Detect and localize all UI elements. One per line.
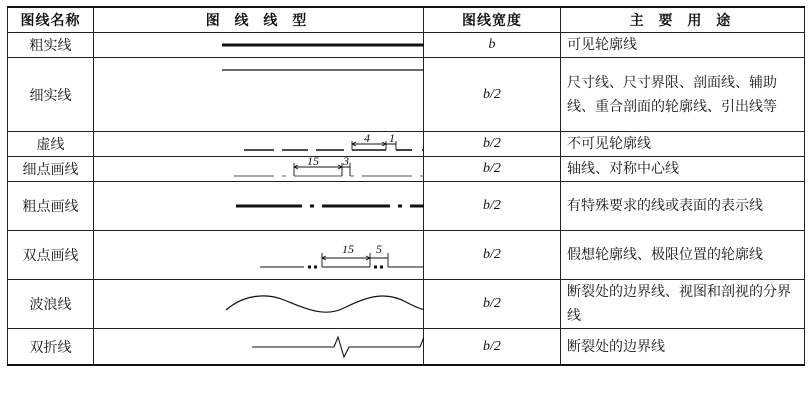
row-pattern xyxy=(94,329,424,366)
row-name: 细点画线 xyxy=(8,157,94,182)
row-pattern xyxy=(94,33,424,58)
row-usage: 断裂处的边界线、视图和剖视的分界线 xyxy=(561,280,805,329)
row-usage: 断裂处的边界线 xyxy=(561,329,805,366)
wavy-line-icon xyxy=(94,280,424,328)
row-usage: 尺寸线、尺寸界限、剖面线、辅助线、重合剖面的轮廓线、引出线等 xyxy=(561,58,805,132)
zigzag-break-line-icon xyxy=(94,329,424,364)
table-row xyxy=(8,231,805,280)
row-pattern xyxy=(94,182,424,231)
row-width: b/2 xyxy=(424,329,561,366)
dim-dash-length: 15 xyxy=(342,242,354,256)
thin-dash-dot-line-icon xyxy=(94,157,424,181)
row-usage: 轴线、对称中心线 xyxy=(561,157,805,182)
table-header-row xyxy=(8,7,805,33)
dim-gap-length: 1 xyxy=(389,132,395,145)
row-width: b xyxy=(424,33,561,58)
table-row xyxy=(8,329,805,366)
row-width: b/2 xyxy=(424,157,561,182)
table-row xyxy=(8,58,805,132)
row-usage: 假想轮廓线、极限位置的轮廓线 xyxy=(561,231,805,280)
thin-solid-line-icon xyxy=(94,58,424,131)
row-usage: 有特殊要求的线或表面的表示线 xyxy=(561,182,805,231)
row-usage: 不可见轮廓线 xyxy=(561,132,805,157)
dashed-line-icon xyxy=(94,132,424,156)
row-name: 粗点画线 xyxy=(8,182,94,231)
row-pattern xyxy=(94,132,424,157)
dim-dash-length: 4 xyxy=(364,132,370,145)
table-row xyxy=(8,33,805,58)
dim-dash-length: 15 xyxy=(307,157,319,168)
dim-gap-length: 5 xyxy=(376,242,382,256)
row-name: 双折线 xyxy=(8,329,94,366)
dim-gap-length: 3 xyxy=(343,157,349,168)
header-width: 图线宽度 xyxy=(424,7,561,33)
row-name: 粗实线 xyxy=(8,33,94,58)
row-pattern xyxy=(94,280,424,329)
row-name: 双点画线 xyxy=(8,231,94,280)
row-pattern xyxy=(94,58,424,132)
thick-dash-dot-line-icon xyxy=(94,182,424,230)
row-width: b/2 xyxy=(424,58,561,132)
row-usage: 可见轮廓线 xyxy=(561,33,805,58)
row-name: 波浪线 xyxy=(8,280,94,329)
header-usage: 主 要 用 途 xyxy=(561,7,805,33)
header-name: 图线名称 xyxy=(8,7,94,33)
row-pattern xyxy=(94,231,424,280)
row-width: b/2 xyxy=(424,231,561,280)
row-name: 虚线 xyxy=(8,132,94,157)
row-pattern xyxy=(94,157,424,182)
table-row xyxy=(8,132,805,157)
table-row xyxy=(8,157,805,182)
table-row xyxy=(8,280,805,329)
line-types-table xyxy=(7,6,805,366)
row-name: 细实线 xyxy=(8,58,94,132)
row-width: b/2 xyxy=(424,280,561,329)
row-width: b/2 xyxy=(424,182,561,231)
table-row xyxy=(8,182,805,231)
row-width: b/2 xyxy=(424,132,561,157)
double-dash-dot-line-icon xyxy=(94,231,424,279)
thick-solid-line-icon xyxy=(94,33,424,57)
header-pattern: 图 线 线 型 xyxy=(94,7,424,33)
